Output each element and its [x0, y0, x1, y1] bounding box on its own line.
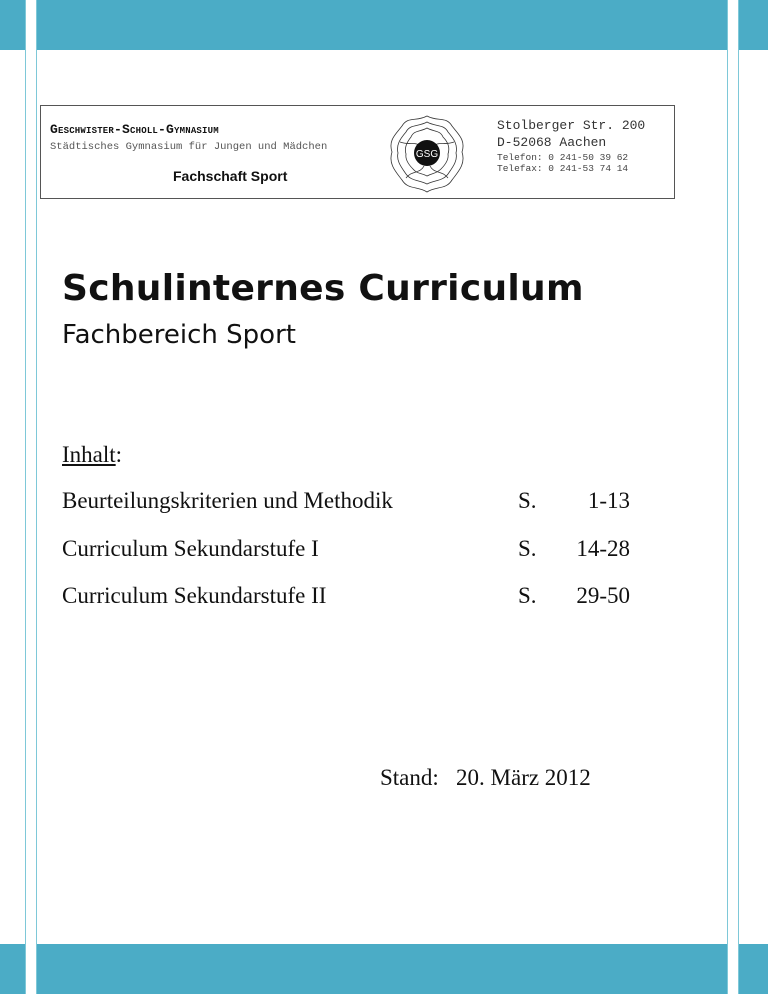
revision-date-label: Stand:: [380, 765, 439, 790]
school-logo-icon: [386, 112, 468, 194]
toc-entry-title: Beurteilungskriterien und Methodik: [62, 488, 393, 513]
address-street: Stolberger Str. 200: [497, 118, 646, 133]
toc-entry-pages: 14-28: [576, 536, 630, 561]
school-name: Geschwister-Scholl-Gymnasium: [50, 122, 219, 137]
toc-entry-title: Curriculum Sekundarstufe I: [62, 536, 319, 561]
contents-heading: [62, 442, 122, 468]
department-name: Fachschaft Sport: [173, 168, 288, 184]
toc-entry: [62, 583, 642, 613]
document-subtitle: Fachbereich Sport: [62, 320, 296, 350]
frame-line: [25, 0, 26, 994]
bottom-right-color-bar: [739, 944, 768, 994]
toc-entry-prefix: S.: [518, 583, 537, 608]
top-left-color-bar: [0, 0, 25, 50]
bottom-left-color-bar: [0, 944, 25, 994]
top-color-bar: [37, 0, 727, 50]
toc-entry-title: Curriculum Sekundarstufe II: [62, 583, 327, 608]
toc-entry-prefix: S.: [518, 536, 537, 561]
address-phone: Telefon: 0 241-50 39 62: [497, 152, 629, 163]
contents-colon: :: [115, 442, 123, 467]
address-fax: Telefax: 0 241-53 74 14: [497, 163, 629, 174]
frame-line: [738, 0, 739, 994]
toc-entry-prefix: S.: [518, 488, 537, 513]
frame-line: [727, 0, 728, 994]
document-title: Schulinternes Curriculum: [62, 268, 584, 309]
address-city: D-52068 Aachen: [497, 135, 607, 150]
toc-entry: [62, 488, 642, 518]
revision-date-value: 20. März 2012: [456, 765, 591, 790]
toc-entry: [62, 536, 642, 566]
toc-entry-pages: 1-13: [587, 488, 630, 513]
toc-entry-pages: 29-50: [576, 583, 630, 608]
frame-line: [36, 0, 37, 994]
top-right-color-bar: [739, 0, 768, 50]
school-subtitle: Städtisches Gymnasium für Jungen und Mädchen: [50, 141, 328, 153]
contents-label: Inhalt: [62, 442, 116, 467]
bottom-color-bar: [37, 944, 727, 994]
logo-text: GSG: [415, 149, 439, 160]
revision-date: [380, 765, 591, 791]
letterhead: [40, 105, 675, 199]
